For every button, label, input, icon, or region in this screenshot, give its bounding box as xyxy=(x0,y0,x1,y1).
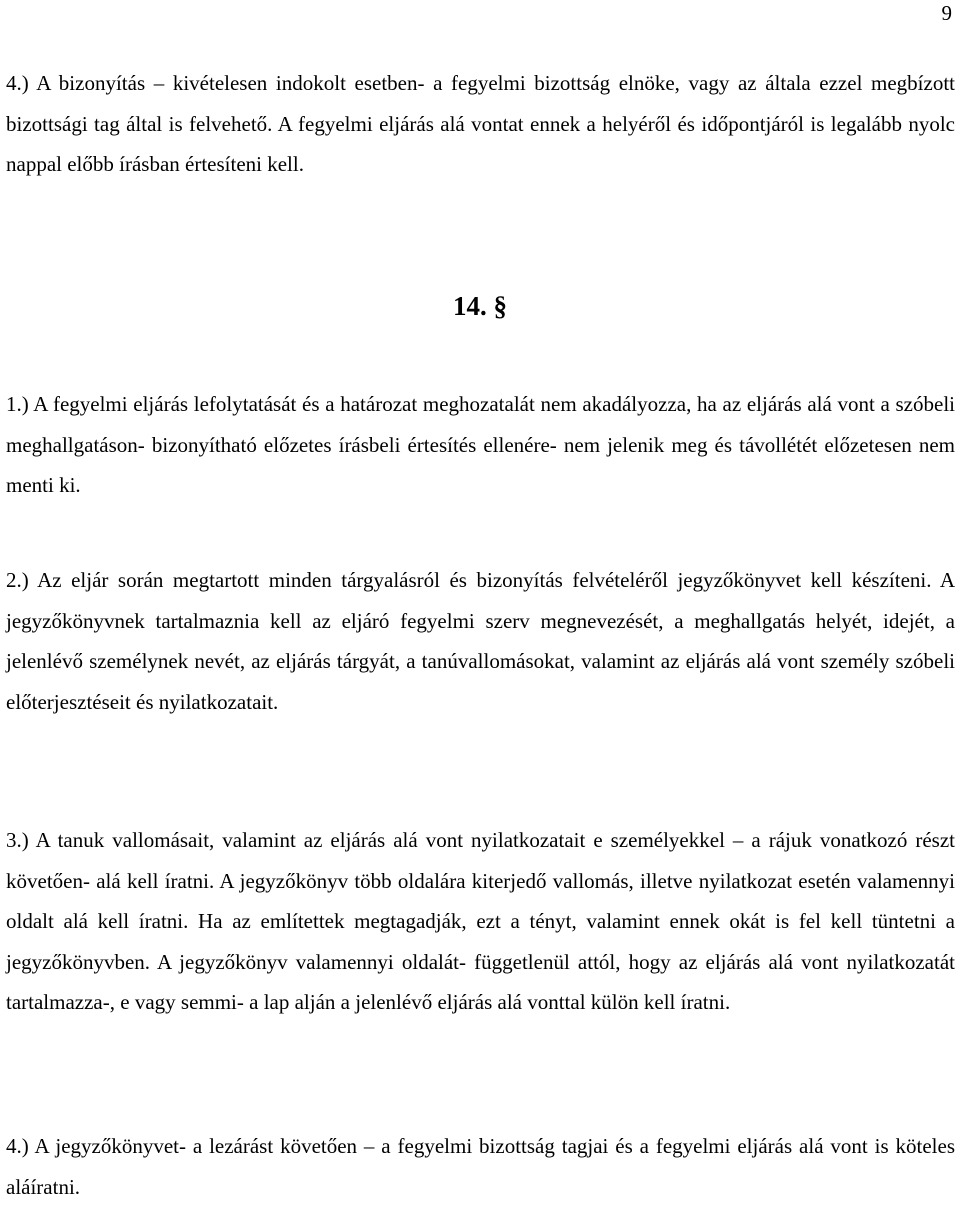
page-number: 9 xyxy=(941,1,952,25)
paragraph-2-minutes: 2.) Az eljár során megtartott minden tárgyalásról és bizonyítás felvételéről jegyzőkönyvet kell készíteni. A jegyzőkönyvnek tartalmaznia kell az eljáró fegyelmi szerv megnevezését, a meghallgatás helyét, idejét, a jelenlévő személynek nevét, az eljárás tárgyát, a tanúvallomásokat, valamint az eljárás alá vont személy szóbeli előterjesztéseit és nyilatkozatait. xyxy=(6,568,955,714)
paragraph-1-absence: 1.) A fegyelmi eljárás lefolytatását és a határozat meghozatalát nem akadályozza, ha az eljárás alá vont a szóbeli meghallgatáson- bizonyítható előzetes írásbeli értesítés ellenére- nem jelenik meg és távollétét előzetesen nem menti ki. xyxy=(6,392,955,497)
paragraph-4-minutes-signing: 4.) A jegyzőkönyvet- a lezárást követően – a fegyelmi bizottság tagjai és a fegyelmi eljárás alá vont is köteles aláíratni. xyxy=(6,1134,955,1199)
paragraph-4-evidence: 4.) A bizonyítás – kivételesen indokolt esetben- a fegyelmi bizottság elnöke, vagy az általa ezzel megbízott bizottsági tag által is felvehető. A fegyelmi eljárás alá vontat ennek a helyéről és időpontjáról is legalább nyolc nappal előbb írásban értesíteni kell. xyxy=(6,71,955,176)
paragraph-3-testimony-signing: 3.) A tanuk vallomásait, valamint az eljárás alá vont nyilatkozatait e személyekkel – a rájuk vonatkozó részt követően- alá kell íratni. A jegyzőkönyv több oldalára kiterjedő vallomás, illetve nyilatkozat esetén valamennyi oldalt alá kell íratni. Ha az említettek megtagadják, ezt a tényt, valamint ennek okát is fel kell tüntetni a jegyzőkönyvben. A jegyzőkönyv valamennyi oldalát- függetlenül attól, hogy az eljárás alá vont nyilatkozatát tartalmazza-, e vagy semmi- a lap alján a jelenlévő eljárás alá vonttal külön kell íratni. xyxy=(6,828,955,1014)
section-heading: 14. § xyxy=(453,291,507,321)
